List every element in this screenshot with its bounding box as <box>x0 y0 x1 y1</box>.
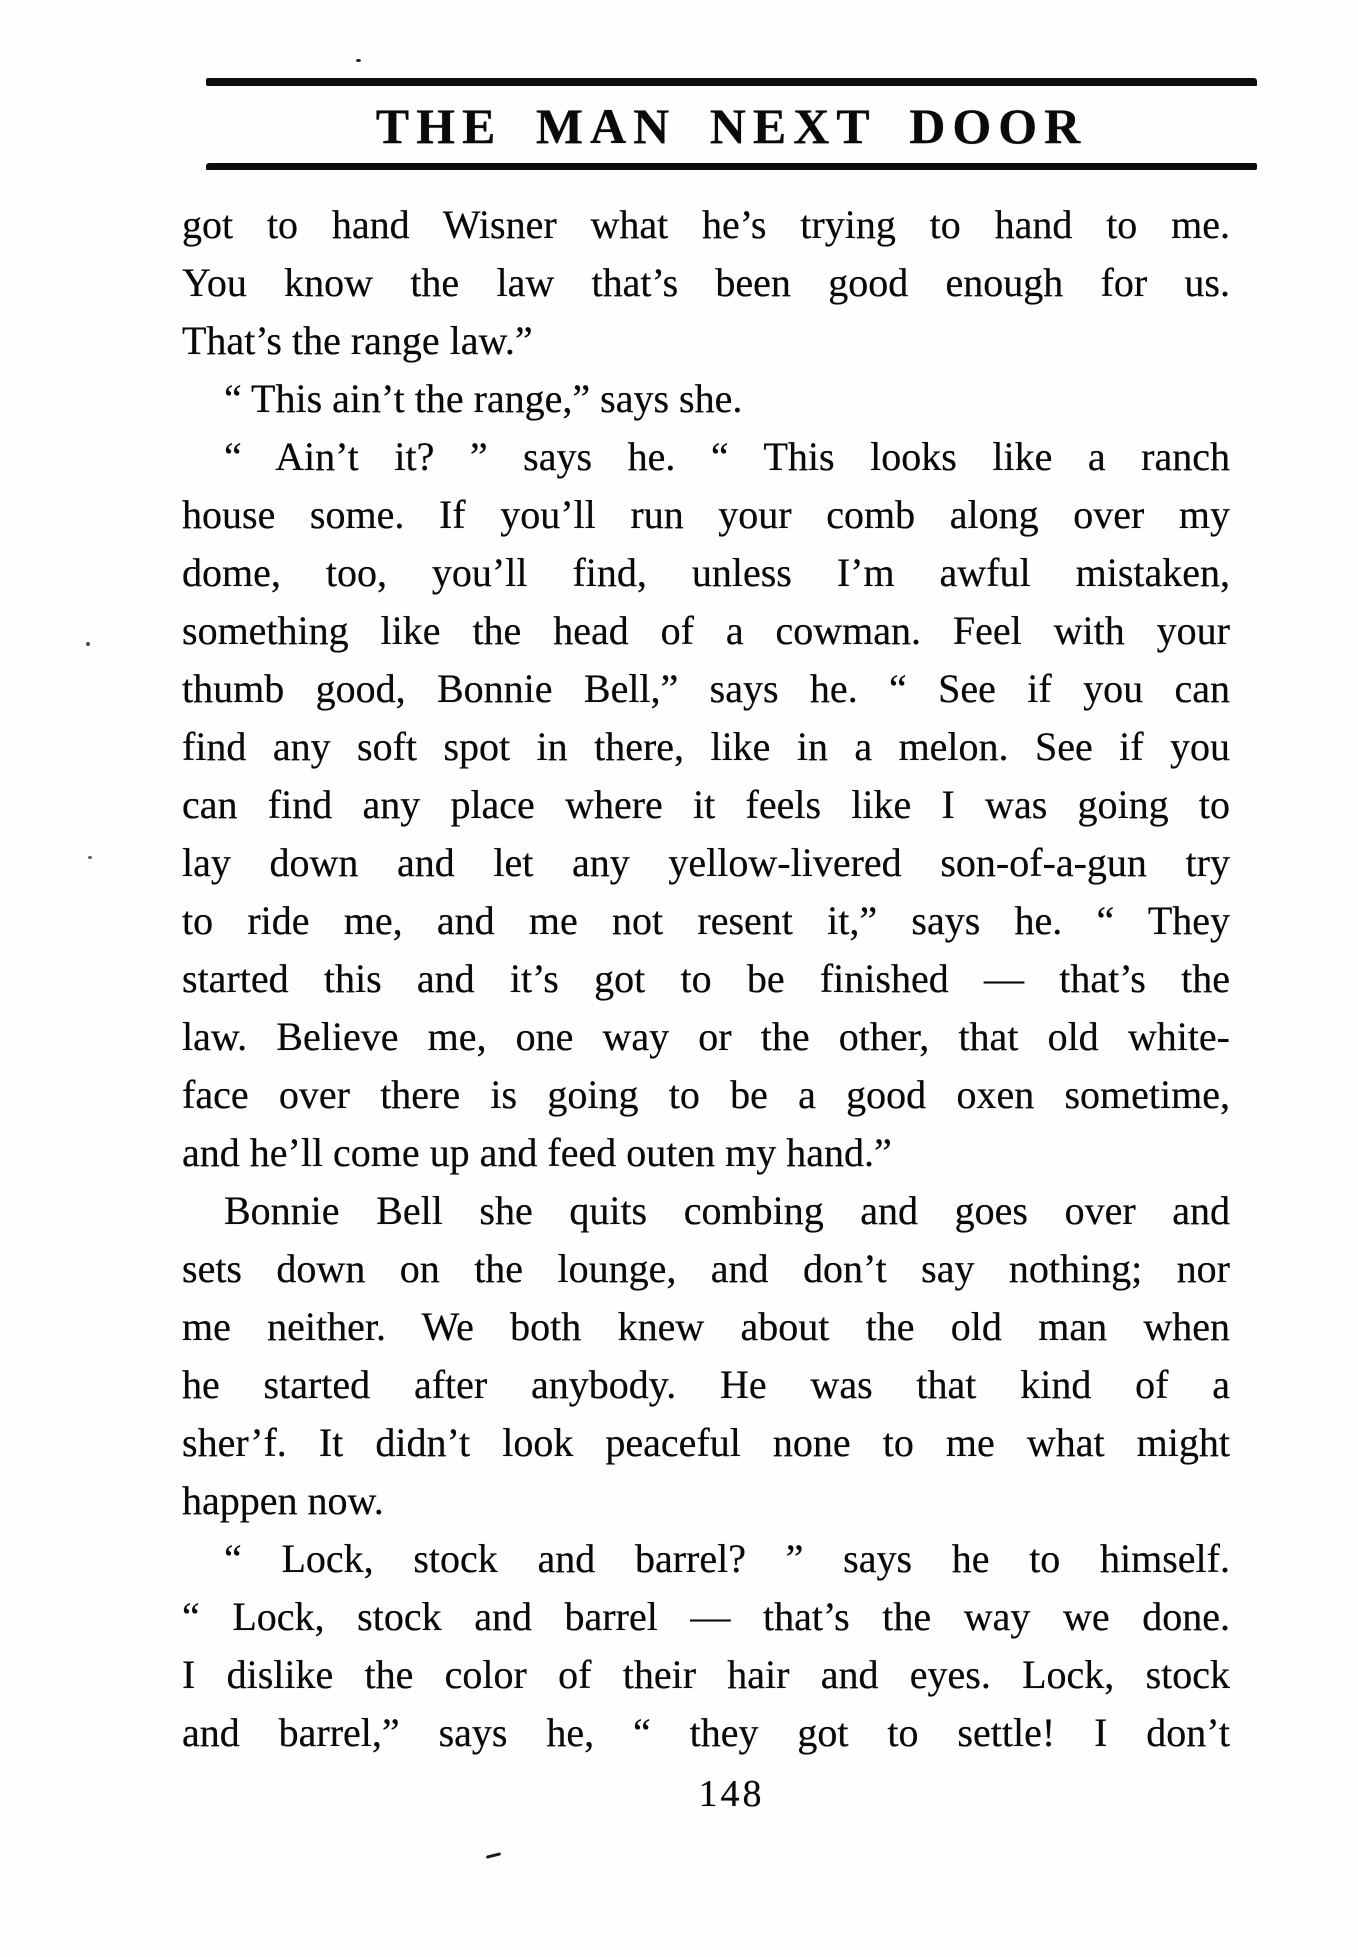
text-line: me neither. We both knew about the old man when <box>182 1304 1230 1349</box>
text-line: You know the law that’s been good enough for us. <box>182 260 1230 305</box>
text-line: he started after anybody. He was that kind of a <box>182 1362 1230 1407</box>
text-line: house some. If you’ll run your comb along over my <box>182 492 1230 537</box>
text-line: That’s the range law.” <box>182 318 533 363</box>
text-line: and barrel,” says he, “ they got to settle! I don’t <box>182 1710 1230 1755</box>
text-line: lay down and let any yellow-livered son-of-a-gun try <box>182 840 1230 885</box>
text-line: started this and it’s got to be finished — that’s the <box>182 956 1230 1001</box>
scan-artifact-dash <box>486 1852 501 1859</box>
text-line: face over there is going to be a good oxen sometime, <box>182 1072 1230 1117</box>
text-line: got to hand Wisner what he’s trying to hand to me. <box>182 202 1230 247</box>
text-line: law. Believe me, one way or the other, that old white- <box>182 1014 1230 1059</box>
text-line: happen now. <box>182 1478 384 1523</box>
text-line: can find any place where it feels like I was going to <box>182 782 1230 827</box>
text-line: something like the head of a cowman. Feel with your <box>182 608 1230 653</box>
scan-artifact-speck <box>356 59 361 62</box>
text-line: Bonnie Bell she quits combing and goes over and <box>224 1188 1230 1233</box>
scan-artifact-speck <box>88 856 92 859</box>
page-header <box>206 78 1257 170</box>
running-title: THE MAN NEXT DOOR <box>375 98 1088 154</box>
scan-artifact-speck <box>86 642 90 646</box>
text-line: “ This ain’t the range,” says she. <box>224 376 743 421</box>
text-line: dome, too, you’ll find, unless I’m awful mistaken, <box>182 550 1230 595</box>
header-rule-bottom <box>206 163 1257 170</box>
text-line: to ride me, and me not resent it,” says he. “ They <box>182 898 1230 943</box>
header-rule-top <box>206 78 1257 86</box>
text-line: sher’f. It didn’t look peaceful none to me what might <box>182 1420 1230 1465</box>
text-line: and he’ll come up and feed outen my hand.” <box>182 1130 892 1175</box>
body-text <box>182 196 1230 1762</box>
text-line: “ Lock, stock and barrel — that’s the way we done. <box>182 1594 1230 1639</box>
text-line: “ Ain’t it? ” says he. “ This looks like a ranch <box>224 434 1230 479</box>
text-line: I dislike the color of their hair and eyes. Lock, stock <box>182 1652 1230 1697</box>
text-line: find any soft spot in there, like in a melon. See if you <box>182 724 1230 769</box>
text-line: sets down on the lounge, and don’t say nothing; nor <box>182 1246 1230 1291</box>
text-line: thumb good, Bonnie Bell,” says he. “ See if you can <box>182 666 1230 711</box>
page-number: 148 <box>698 1773 765 1815</box>
text-line: “ Lock, stock and barrel? ” says he to himself. <box>224 1536 1230 1581</box>
